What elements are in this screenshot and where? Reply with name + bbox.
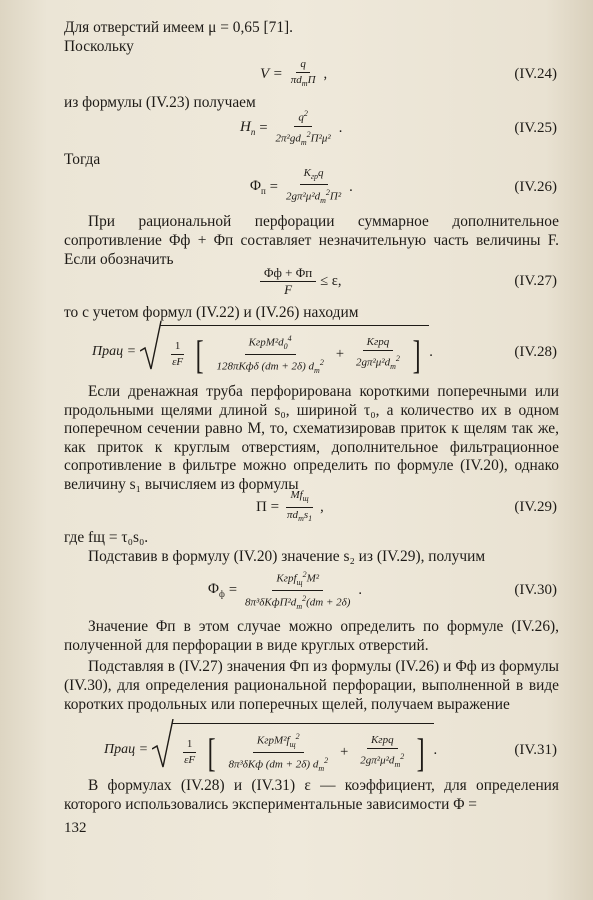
superscript: 2 <box>306 129 311 139</box>
denominator-tail: П²μ² <box>310 132 331 145</box>
numerator: q <box>298 111 304 124</box>
denominator: 2π²gd <box>275 132 301 145</box>
subscript: т <box>298 513 304 523</box>
paragraph-line: то с учетом формул (IV.22) и (IV.26) находим <box>64 304 359 321</box>
equation-number: (IV.28) <box>514 343 557 360</box>
numerator-tail: q <box>318 166 324 179</box>
radical-sign-icon <box>140 321 162 371</box>
equation-iv-26 <box>60 168 557 206</box>
paragraph-line: где fщ = τ₀s₀. <box>64 529 149 546</box>
subscript: т <box>390 361 396 371</box>
fraction <box>241 568 354 613</box>
numerator: K <box>303 166 311 179</box>
subscript: 0 <box>283 342 288 351</box>
denominator: εF <box>184 754 196 766</box>
equation-iv-31 <box>60 724 557 776</box>
eq-tail: . <box>338 119 343 136</box>
superscript: 2 <box>319 358 324 367</box>
numerator: Kгрq <box>363 336 394 351</box>
subscript: п <box>260 186 266 196</box>
subscript: ф <box>218 589 225 599</box>
subscript: гр <box>310 172 319 182</box>
superscript: 2 <box>395 354 400 364</box>
equals-sign: = <box>228 581 237 598</box>
equation-iv-28 <box>60 326 557 378</box>
numerator: Kгрf <box>276 572 297 585</box>
paragraph-line: Подставив в формулу (IV.20) значение s₂ из (IV.29), получим <box>88 548 486 565</box>
superscript: 2 <box>400 752 405 762</box>
denominator-tail: П <box>307 73 316 86</box>
paragraph-intro-line: Для отверстий имеем μ = 0,65 [71]. <box>64 19 294 36</box>
denominator: εF <box>172 356 184 368</box>
subscript: т <box>296 601 303 611</box>
equation-number: (IV.30) <box>514 581 557 598</box>
eq-lhs: Φ <box>208 581 219 597</box>
bracket-right: ] <box>416 729 425 775</box>
equation-iv-25 <box>60 110 557 146</box>
numerator: Φф + Φп <box>260 266 316 282</box>
eq-tail: . <box>349 178 353 195</box>
denominator: πd <box>290 73 302 86</box>
subscript: т <box>318 763 325 773</box>
numerator: 1 <box>171 340 185 355</box>
equation-iv-27 <box>60 262 557 300</box>
eq-lhs: П = <box>256 498 280 515</box>
page-number: 132 <box>64 820 87 836</box>
fraction <box>260 266 316 297</box>
eq-lhs: Пpац = <box>104 742 149 757</box>
equals-sign: = <box>259 119 268 136</box>
square-root <box>140 325 429 379</box>
paragraph-drainage-slots: Если дренажная труба перфорирована короткими поперечными или продольными щелями длиной s₀, шириной τ₀, а количество их в одном поперечном сечении равно M, то, схематизировав приток к щелям так же, как приток к круглым отверстиям, дополнительное фильтрационное сопротивление в фильтре можно определить по формуле (IV.20), однако величину s₁ вычисляем из формулы <box>64 383 559 493</box>
superscript: 2 <box>324 756 329 765</box>
subscript: т <box>300 137 307 147</box>
paragraph-substituting: Подставляя в (IV.27) значения Φп из формулы (IV.26) и Φф из формулы (IV.30), для определения рациональной перфорации, выполненной в виде коротких продольных или поперечных щелей, получаем выражение <box>64 658 559 713</box>
eq-lhs: Пpац = <box>92 344 137 359</box>
subscript: 1 <box>308 513 313 523</box>
subscript: щ <box>289 740 296 749</box>
subscript: т <box>320 196 326 206</box>
numerator: KгрM²d <box>248 336 284 349</box>
denominator: 8π³δKфП²d <box>245 596 297 609</box>
subscript: т <box>301 79 308 89</box>
eq-tail: , <box>320 498 324 515</box>
denominator: 2gπ²μ²d <box>356 356 391 369</box>
relation: ≤ ε, <box>320 272 342 289</box>
subscript: п <box>250 127 256 137</box>
superscript: 2 <box>302 593 307 603</box>
equation-iv-30 <box>60 568 557 612</box>
denominator: 2gπ²μ²d <box>360 754 395 767</box>
eq-lhs: V = <box>260 65 283 82</box>
plus-sign: + <box>335 346 344 362</box>
denominator: 8π³δKф (dт + 2δ) d <box>228 758 319 771</box>
numerator: 1 <box>183 738 197 753</box>
paragraph-line: из формулы (IV.23) получаем <box>64 94 256 111</box>
paragraph-coefficient: В формулах (IV.28) и (IV.31) ε — коэффициент, для определения которого использовались экспериментальные зависимости Φ = <box>64 777 559 813</box>
superscript: 2 <box>325 188 330 198</box>
numerator: KгрM²f <box>256 734 290 747</box>
square-root <box>152 723 433 777</box>
plus-sign: + <box>340 744 349 760</box>
denominator: πd <box>287 508 299 521</box>
eq-lhs: Φ <box>250 178 261 194</box>
equals-sign: = <box>269 178 278 195</box>
fraction <box>180 738 199 767</box>
numerator-tail: M² <box>306 572 320 585</box>
paragraph-intro-line: Поскольку <box>64 38 134 55</box>
fraction <box>212 332 327 377</box>
numerator: Mf <box>290 489 303 502</box>
fraction <box>287 58 320 90</box>
fraction <box>283 489 316 524</box>
denominator-tail: s <box>303 508 309 521</box>
equation-number: (IV.31) <box>514 741 557 758</box>
equation-number: (IV.29) <box>514 498 557 515</box>
denominator: 128πKфδ (dт + 2δ) d <box>216 360 315 373</box>
superscript: 4 <box>287 334 292 344</box>
fraction <box>356 734 408 771</box>
superscript: 2 <box>302 569 307 579</box>
paragraph-value-phi-p: Значение Φп в этом случае можно определить по формуле (IV.26), полученной для перфорации в виде круглых отверстий. <box>64 618 559 654</box>
equation-number: (IV.24) <box>514 65 557 82</box>
denominator: 2gπ²μ²d <box>285 190 321 203</box>
fraction <box>224 730 332 775</box>
superscript: 2 <box>295 732 300 742</box>
equation-iv-24 <box>60 58 557 90</box>
subscript: щ <box>302 494 309 504</box>
bracket-left: [ <box>195 331 204 377</box>
bracket-right: ] <box>412 331 421 377</box>
numerator: q <box>296 58 310 73</box>
superscript: 2 <box>303 109 308 119</box>
eq-tail: . <box>429 343 433 360</box>
eq-tail: , <box>323 65 328 82</box>
subscript: т <box>394 759 401 769</box>
fraction <box>282 167 345 207</box>
numerator: Kгрq <box>367 734 398 749</box>
eq-tail: . <box>433 741 438 758</box>
equation-number: (IV.26) <box>514 178 557 195</box>
bracket-left: [ <box>207 729 216 775</box>
eq-lhs: H <box>240 119 251 135</box>
fraction <box>168 340 187 369</box>
fraction <box>272 107 335 149</box>
eq-tail: . <box>358 581 363 598</box>
denominator-tail: (dт + 2δ) <box>306 596 351 609</box>
radical-sign-icon <box>152 719 174 769</box>
paragraph-rational-perforation: При рациональной перфорации суммарное дополнительное сопротивление Φф + Φп составляет незначительную часть величины F. Если обозначить <box>64 213 559 268</box>
equation-number: (IV.25) <box>514 119 557 136</box>
denominator: F <box>284 281 293 297</box>
equation-number: (IV.27) <box>514 272 557 289</box>
fraction <box>352 336 404 373</box>
denominator-tail: П² <box>329 190 342 203</box>
subscript: щ <box>296 577 303 587</box>
equation-iv-29 <box>60 488 557 526</box>
paragraph-line: Тогда <box>64 151 101 168</box>
subscript: т <box>314 365 320 375</box>
